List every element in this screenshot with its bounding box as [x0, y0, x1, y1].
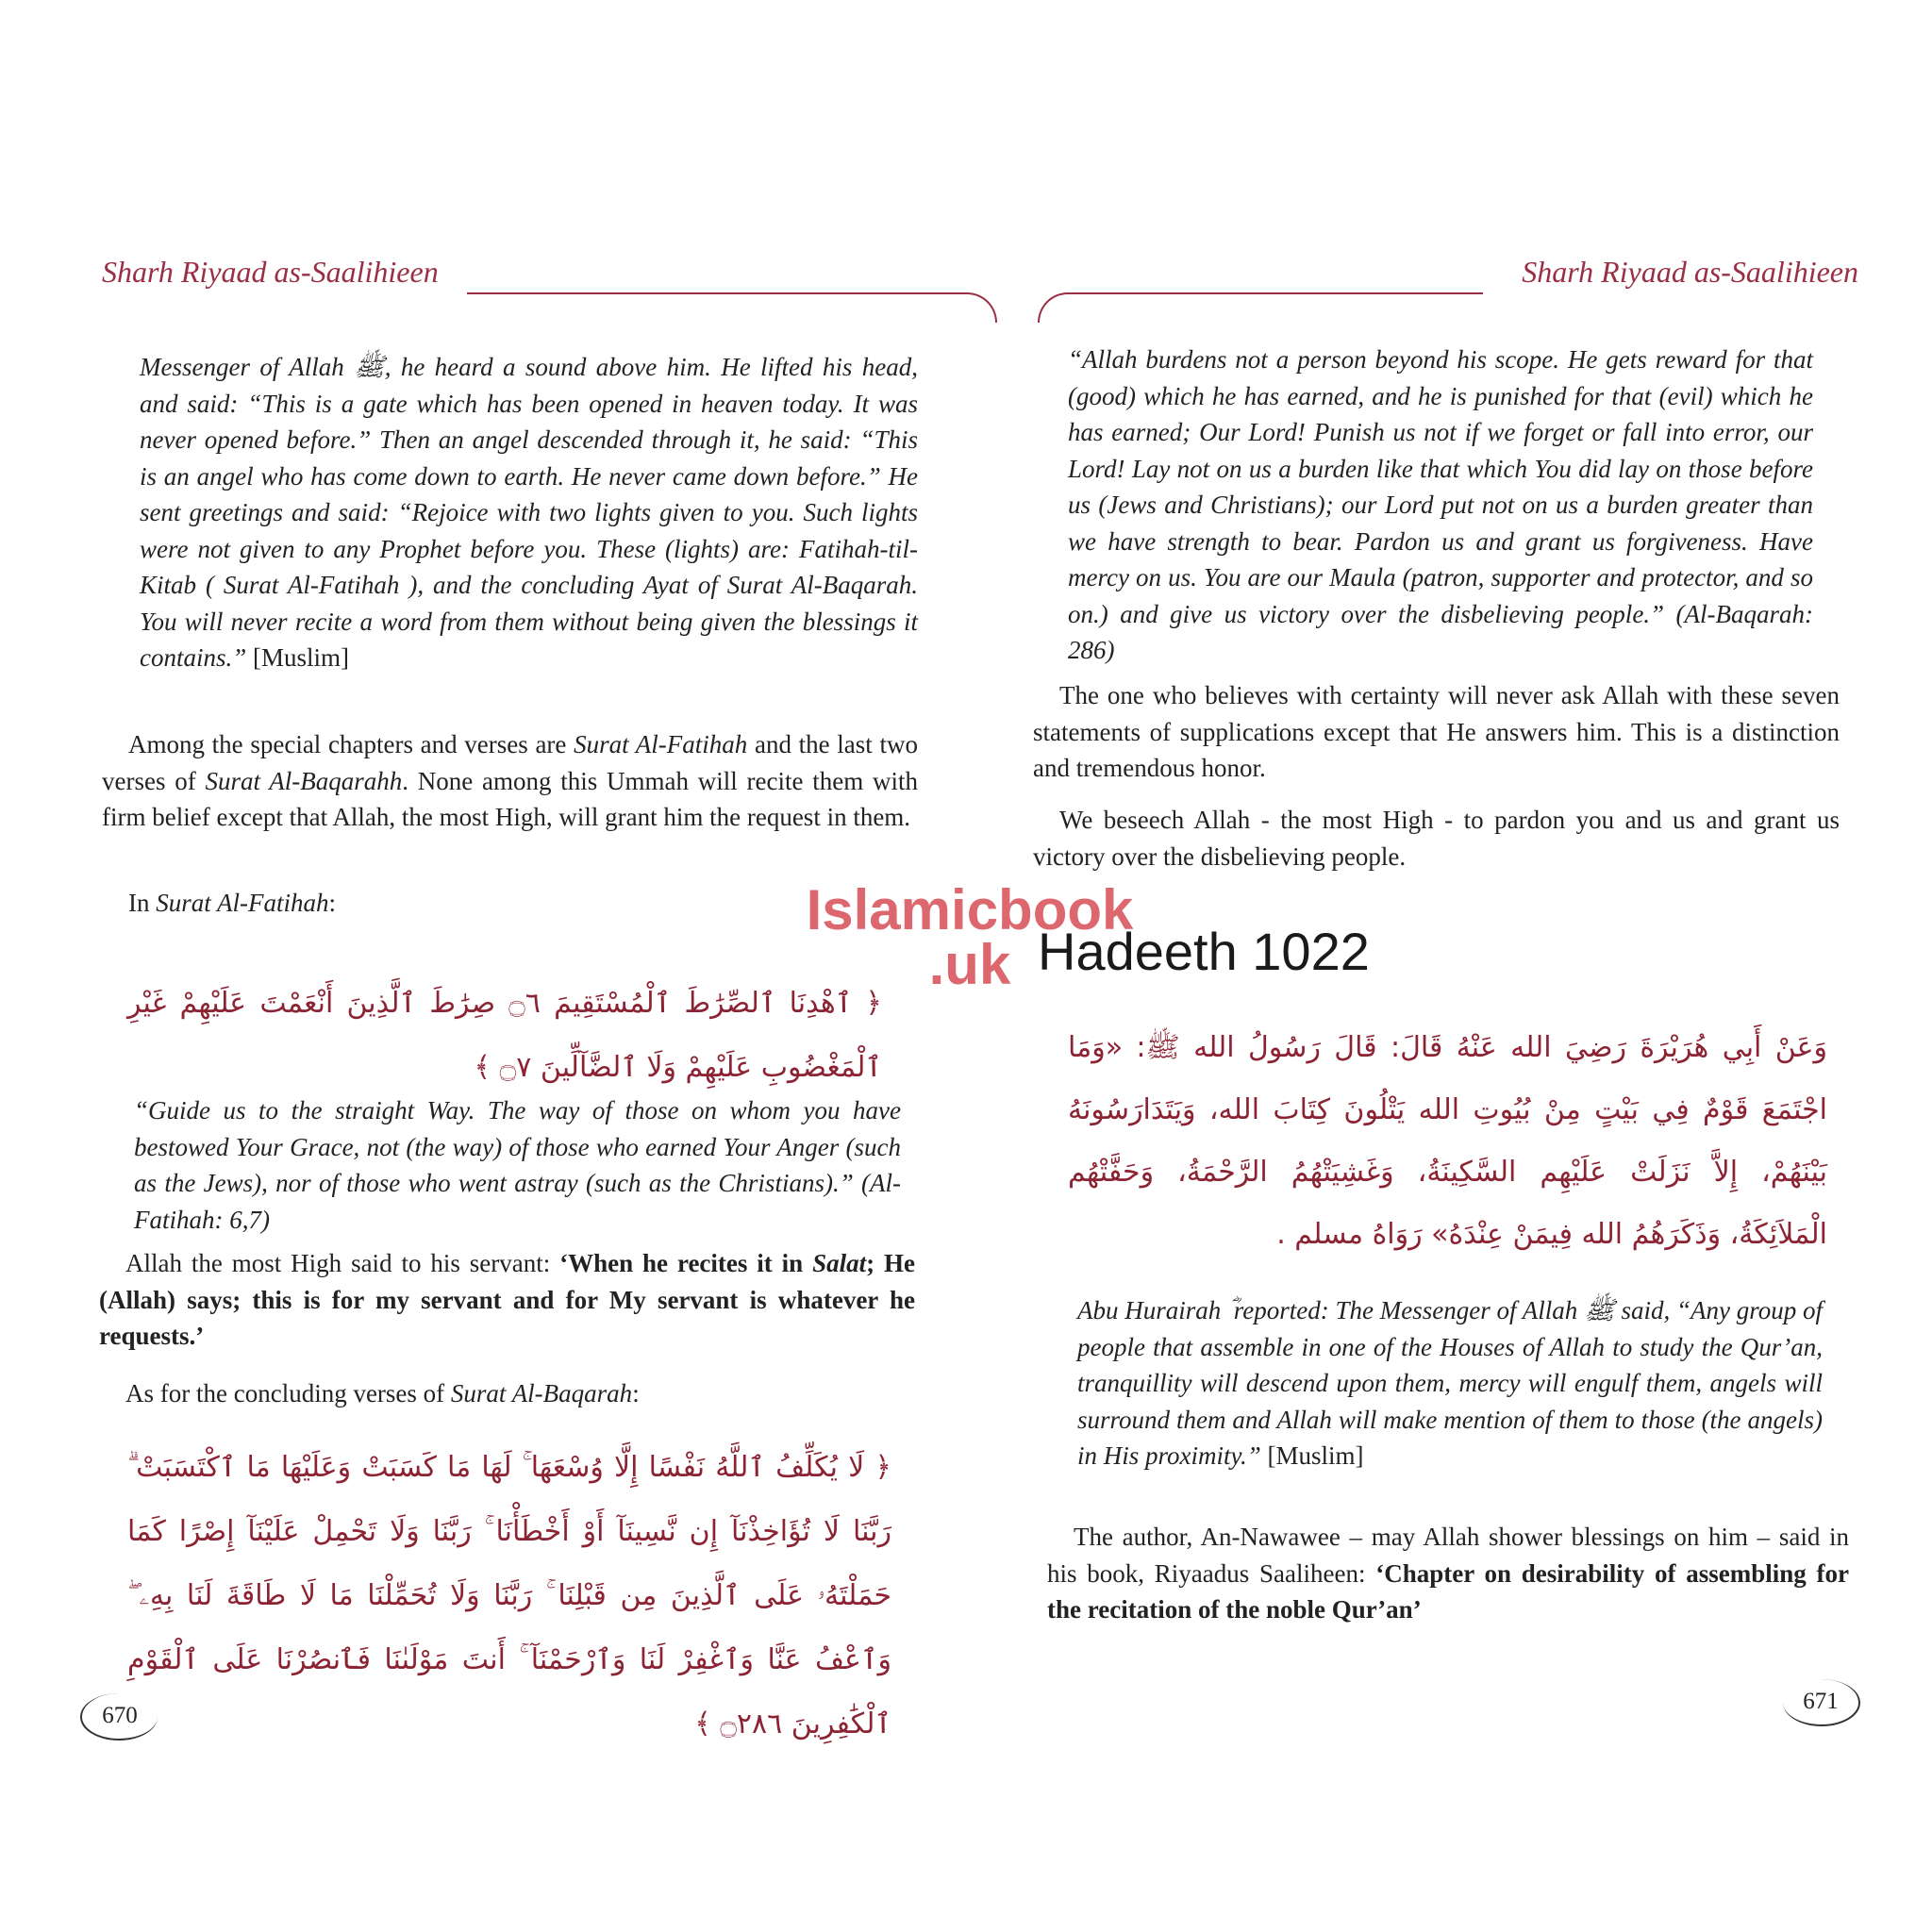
page-number: 670 — [80, 1693, 158, 1740]
fatihah-translation: “Guide us to the straight Way. The way of those on whom you have bestowed Your Grace, not (the way) of those who earned Your Anger (such as the Jews), nor of those who went astray (such as the Christians).” (Al-Fatihah: 6,7) — [134, 1096, 901, 1234]
baqarah-intro — [125, 1375, 918, 1412]
hadith-arabic-text: وَعَنْ أَبِي هُرَيْرَةَ رَضِيَ الله عَنْهُ قَالَ: قَالَ رَسُولُ الله ﷺ: «وَمَا اجْتَمَعَ قَوْمٌ فِي بَيْتٍ مِنْ بُيُوتِ الله يَتْلُونَ كِتَابَ الله، وَيَتَدَارَسُونَهُ بَيْنَهُمْ، إِلاَّ نَزَلَتْ عَلَيْهِم السَّكِينَةُ، وَغَشِيَتْهُمُ الرَّحْمَةُ، وَحَفَّتْهُم الْمَلاَئِكَةُ، وَذَكَرَهُمُ الله فِيمَنْ عِنْدَهُ» رَوَاهُ مسلم . — [1068, 1031, 1827, 1251]
text-run: In — [128, 889, 157, 917]
text-run: As for the concluding verses of — [125, 1379, 451, 1407]
hadith-source: [Muslim] — [1267, 1441, 1364, 1470]
surah-name: Surat Al-Baqarah — [450, 1379, 633, 1407]
surah-name: Surat Al-Baqarahh — [205, 766, 403, 795]
left-page — [94, 255, 924, 1745]
chapter-title: ‘Chapter on desirability of assembling for the recitation of the noble Qur’an’ — [1047, 1558, 1849, 1624]
header-rule — [1038, 292, 1483, 323]
fatihah-intro — [128, 885, 902, 922]
hadith-quote-continuation — [140, 349, 918, 676]
watermark — [800, 878, 1140, 996]
bold-italic-text: Salat — [812, 1249, 867, 1277]
surah-name: Surat Al-Fatihah — [574, 730, 748, 758]
special-chapters-paragraph — [102, 726, 918, 836]
beseech-paragraph: We beseech Allah - the most High - to pardon you and us and grant us victory over the disbelieving people. — [1033, 806, 1840, 871]
text-run: Allah the most High said to his servant: — [125, 1249, 560, 1277]
watermark-line: Islamicbook — [806, 878, 1134, 941]
translation-text: Abu Hurairah ؓ reported: The Messenger of Allah ﷺ said, “Any group of people that assemble in one of the Houses of Allah to study the Qur’an, tranquillity will descend upon them, mercy will engulf them, angels will surround them and Allah will make mention of them to those (the angels) in His proximity.” — [1077, 1296, 1823, 1470]
text-run: . None among this Ummah will recite them with firm belief except that Allah, the most High, will grant him the request in them. — [102, 766, 919, 831]
text-run: Among the special chapters and verses are — [128, 730, 575, 758]
quote-source: [Muslim] — [253, 643, 350, 672]
quote-text: Messenger of Allah ﷺ, he heard a sound above him. He lifted his head, and said: “This is a gate which has been opened in heaven today. It was never opened before.” Then an angel descended through it, he said: “This is an angel who has come down to earth. He never came down before.” He sent greetings and said: “Rejoice with two lights given to you. Such lights were not given to any Prophet before you. These (lights) are: Fatihah-til-Kitab ( Surat Al-Fatihah ), and the concluding Ayat of Surat Al-Baqarah. You will never recite a word from them without being given the blessings it contains.” — [140, 353, 918, 672]
running-head: Sharh Riyaad as-Saalihieen — [1522, 255, 1858, 289]
hadith-translation — [1077, 1292, 1823, 1474]
author-paragraph — [1047, 1519, 1849, 1628]
servant-paragraph — [99, 1245, 915, 1355]
arabic-baqarah-verse: ﴿ لَا يُكَلِّفُ ٱللَّهُ نَفْسًا إِلَّا وُسْعَهَا ۚ لَهَا مَا كَسَبَتْ وَعَلَيْهَا مَا ٱكْتَسَبَتْ ۗ رَبَّنَا لَا تُؤَاخِذْنَآ إِن نَّسِينَآ أَوْ أَخْطَأْنَا ۚ رَبَّنَا وَلَا تَحْمِلْ عَلَيْنَآ إِصْرًا كَمَا حَمَلْتَهُۥ عَلَى ٱلَّذِينَ مِن قَبْلِنَا ۚ رَبَّنَا وَلَا تُحَمِّلْنَا مَا لَا طَاقَةَ لَنَا بِهِۦ ۖ وَٱعْفُ عَنَّا وَٱغْفِرْ لَنَا وَٱرْحَمْنَآ ۚ أَنتَ مَوْلَىٰنَا فَٱنصُرْنَا عَلَى ٱلْقَوْمِ ٱلْكَٰفِرِينَ ۝٢٨٦ ﴾ — [127, 1451, 891, 1740]
arabic-fatihah-verses: ﴿ ٱهْدِنَا ٱلصِّرَٰطَ ٱلْمُسْتَقِيمَ ۝٦ صِرَٰطَ ٱلَّذِينَ أَنْعَمْتَ عَلَيْهِمْ غَيْرِ ٱلْمَغْضُوبِ عَلَيْهِمْ وَلَا ٱلضَّآلِّينَ ۝٧ ﴾ — [127, 987, 882, 1084]
text-run: : — [328, 889, 337, 917]
bold-text: ; He (Allah) says; this is for my servant and for My servant is whatever he requests.’ — [99, 1249, 915, 1350]
text-run: and the last two verses of — [102, 730, 918, 795]
text-run: The author, An-Nawawee – may Allah shower blessings on him – said in his book, Riyaadus Saaliheen: — [1047, 1523, 1849, 1588]
certainty-paragraph: The one who believes with certainty will never ask Allah with these seven statements of supplications except that He answers him. This is a distinction and tremendous honor. — [1033, 681, 1840, 782]
text-run: : — [632, 1379, 640, 1407]
surah-name: Surat Al-Fatihah — [156, 889, 329, 917]
header-rule — [467, 292, 997, 323]
right-page — [1028, 255, 1858, 1745]
baqarah-translation: “Allah burdens not a person beyond his scope. He gets reward for that (good) which he has earned, and he is punished for that (evil) which he has earned; Our Lord! Punish us not if we forget or fall into error, our Lord! Lay not on us a burden like that which You did lay on those before us (Jews and Christians); our Lord put not on us a burden greater than we have strength to bear. Pardon us and grant us forgiveness. Have mercy on us. You are our Maula (patron, supporter and protector, and so on.) and give us victory over the disbelieving people.” (Al-Baqarah: 286) — [1068, 345, 1813, 664]
running-head: Sharh Riyaad as-Saalihieen — [102, 255, 439, 289]
page-number: 671 — [1783, 1679, 1860, 1726]
watermark-line: .uk — [928, 933, 1011, 996]
hadeeth-heading: Hadeeth 1022 — [1038, 922, 1370, 981]
bold-text: ‘When he recites it in — [559, 1249, 813, 1277]
